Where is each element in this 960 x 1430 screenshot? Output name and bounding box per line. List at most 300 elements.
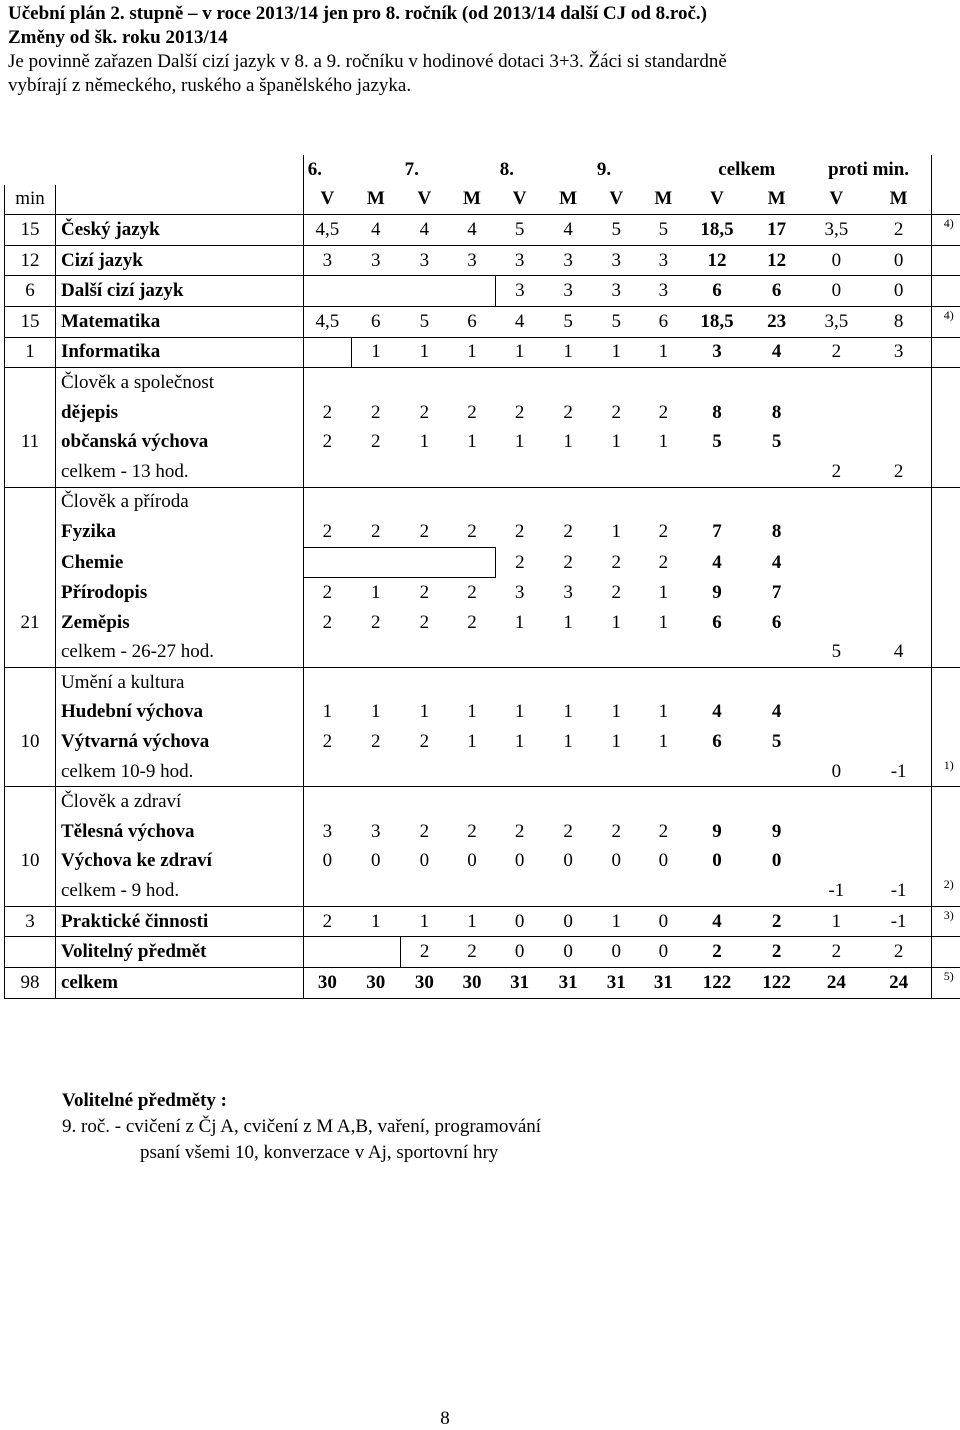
value-cell: 6 — [640, 306, 688, 337]
value-cell: 3 — [496, 578, 544, 608]
vm-label: V — [303, 185, 351, 215]
value-cell: 5 — [806, 638, 866, 668]
value-cell: 2 — [401, 817, 449, 847]
min-label: min — [5, 185, 56, 215]
value-cell: 31 — [543, 968, 593, 999]
table-row — [5, 638, 960, 668]
subject-name: Cizí jazyk — [56, 245, 304, 276]
value-cell: 2 — [448, 937, 496, 968]
value-cell: 0 — [806, 757, 866, 787]
subject-name: celkem - 26-27 hod. — [56, 638, 304, 668]
value-cell: 0 — [496, 847, 544, 877]
table-row — [5, 727, 960, 757]
table-row — [5, 398, 960, 428]
value-cell: 1 — [543, 608, 593, 638]
min-hours: 12 — [5, 245, 56, 276]
value-cell: 0 — [401, 847, 449, 877]
subject-name: celkem — [56, 968, 304, 999]
value-cell: 2 — [543, 398, 593, 428]
value-cell: 5 — [747, 427, 806, 457]
subject-name: Výtvarná výchova — [56, 727, 304, 757]
table-row — [5, 787, 960, 817]
value-cell: 1 — [496, 608, 544, 638]
curriculum-table — [4, 155, 960, 999]
min-hours — [5, 757, 56, 787]
value-cell: 31 — [593, 968, 640, 999]
footnote-marker: 4) — [944, 305, 954, 325]
header-title: Učební plán 2. stupně – v roce 2013/14 jen pro 8. ročník (od 2013/14 další CJ od 8.roč.) — [8, 2, 948, 26]
value-cell: 17 — [747, 215, 806, 246]
value-cell: 2 — [448, 608, 496, 638]
value-cell: 4,5 — [303, 215, 351, 246]
value-cell: 4 — [543, 215, 593, 246]
table-row — [5, 215, 960, 246]
value-cell: 2 — [496, 547, 544, 578]
subject-name: Hudební výchova — [56, 698, 304, 728]
value-cell: 4,5 — [303, 306, 351, 337]
value-cell: 3 — [593, 276, 640, 307]
value-cell: 4 — [448, 215, 496, 246]
value-cell: 1 — [496, 337, 544, 368]
value-cell: 1 — [448, 427, 496, 457]
value-cell: 3 — [351, 817, 401, 847]
subject-name: Výchova ke zdraví — [56, 847, 304, 877]
value-cell: 3 — [543, 578, 593, 608]
value-cell: 0 — [640, 937, 688, 968]
value-cell: 1 — [640, 608, 688, 638]
value-cell: 122 — [747, 968, 806, 999]
min-hours: 11 — [5, 427, 56, 457]
value-cell: 0 — [806, 276, 866, 307]
subject-name: Člověk a zdraví — [56, 787, 304, 817]
subject-name: celkem - 13 hod. — [56, 457, 304, 487]
value-cell: 3 — [593, 245, 640, 276]
subject-name: Český jazyk — [56, 215, 304, 246]
value-cell: 1 — [543, 727, 593, 757]
value-cell: 0 — [593, 937, 640, 968]
vm-label: M — [448, 185, 496, 215]
value-cell: 1 — [593, 517, 640, 547]
min-hours: 98 — [5, 968, 56, 999]
value-cell: 2 — [303, 517, 351, 547]
value-cell: 1 — [401, 337, 449, 368]
table-row — [5, 487, 960, 517]
value-cell: 2 — [593, 547, 640, 578]
page-number: 8 — [0, 1408, 890, 1430]
value-cell: 0 — [496, 937, 544, 968]
value-cell: 2 — [866, 215, 931, 246]
value-cell: 0 — [543, 906, 593, 937]
value-cell: 1 — [593, 906, 640, 937]
min-hours — [5, 668, 56, 698]
value-cell: 1 — [448, 906, 496, 937]
min-hours — [5, 876, 56, 906]
value-cell: 2 — [401, 517, 449, 547]
table-row — [5, 245, 960, 276]
value-cell: 2 — [747, 906, 806, 937]
value-cell: 4 — [496, 306, 544, 337]
value-cell: 1 — [401, 698, 449, 728]
vm-label: V — [687, 185, 747, 215]
value-cell: 2 — [448, 398, 496, 428]
value-cell: 5 — [496, 215, 544, 246]
value-cell: 4 — [687, 698, 747, 728]
subject-name: Fyzika — [56, 517, 304, 547]
value-cell: 2 — [866, 937, 931, 968]
value-cell: 1 — [593, 727, 640, 757]
value-cell: 1 — [640, 578, 688, 608]
value-cell: 6 — [687, 727, 747, 757]
value-cell: 0 — [687, 847, 747, 877]
subject-name: občanská výchova — [56, 427, 304, 457]
value-cell: 2 — [303, 398, 351, 428]
value-cell: 2 — [640, 398, 688, 428]
value-cell: 5 — [543, 306, 593, 337]
value-cell: 1 — [351, 698, 401, 728]
min-hours: 6 — [5, 276, 56, 307]
value-cell: 5 — [401, 306, 449, 337]
electives-section — [62, 1088, 541, 1166]
value-cell: 0 — [640, 906, 688, 937]
value-cell: 2 — [303, 578, 351, 608]
table-row — [5, 668, 960, 698]
value-cell: 2 — [351, 517, 401, 547]
value-cell: 6 — [448, 306, 496, 337]
value-cell: 2 — [351, 727, 401, 757]
subject-name: dějepis — [56, 398, 304, 428]
value-cell: 2 — [303, 427, 351, 457]
table-row — [5, 906, 960, 937]
table-row — [5, 457, 960, 487]
value-cell: 2 — [401, 937, 449, 968]
value-cell: 31 — [640, 968, 688, 999]
min-hours — [5, 787, 56, 817]
value-cell: 3 — [543, 245, 593, 276]
value-cell: 5 — [593, 306, 640, 337]
value-cell: 18,5 — [687, 306, 747, 337]
value-cell: 1 — [593, 427, 640, 457]
value-cell: 12 — [687, 245, 747, 276]
value-cell: 6 — [351, 306, 401, 337]
min-hours — [5, 457, 56, 487]
vm-label: V — [496, 185, 544, 215]
footnote-marker: 4) — [944, 213, 954, 233]
footnote-marker: 3) — [944, 905, 954, 925]
value-cell: 4 — [747, 698, 806, 728]
value-cell: 2 — [687, 937, 747, 968]
value-cell: 4 — [687, 547, 747, 578]
value-cell: 3 — [640, 276, 688, 307]
value-cell: 2 — [401, 398, 449, 428]
value-cell: -1 — [866, 906, 931, 937]
value-cell: 2 — [448, 517, 496, 547]
vm-label: V — [401, 185, 449, 215]
min-hours — [5, 638, 56, 668]
vm-label: M — [747, 185, 806, 215]
table-row — [5, 937, 960, 968]
table-row — [5, 517, 960, 547]
footnote-marker: 1) — [944, 755, 954, 775]
min-hours — [5, 578, 56, 608]
value-cell: 0 — [351, 847, 401, 877]
value-cell: 4 — [747, 547, 806, 578]
min-hours — [5, 487, 56, 517]
vm-label: M — [351, 185, 401, 215]
value-cell: 3 — [866, 337, 931, 368]
value-cell: 0 — [448, 847, 496, 877]
total-header: celkem — [687, 155, 806, 185]
value-cell: 3 — [687, 337, 747, 368]
value-cell: 1 — [448, 337, 496, 368]
value-cell: 3 — [303, 245, 351, 276]
min-hours — [5, 937, 56, 968]
subject-name: celkem 10-9 hod. — [56, 757, 304, 787]
value-cell: 0 — [496, 906, 544, 937]
value-cell: -1 — [806, 876, 866, 906]
vm-label: M — [866, 185, 931, 215]
table-row — [5, 276, 960, 307]
subject-name: Matematika — [56, 306, 304, 337]
value-cell: 2 — [747, 937, 806, 968]
value-cell: 1 — [448, 727, 496, 757]
min-hours: 10 — [5, 727, 56, 757]
value-cell: 3 — [448, 245, 496, 276]
value-cell: 9 — [687, 817, 747, 847]
value-cell: 1 — [543, 427, 593, 457]
value-cell: 2 — [593, 578, 640, 608]
value-cell: 3,5 — [806, 215, 866, 246]
value-cell: 2 — [543, 517, 593, 547]
electives-line-2: psaní všemi 10, konverzace v Aj, sportovní hry — [62, 1140, 541, 1166]
value-cell: 5 — [640, 215, 688, 246]
value-cell: 30 — [303, 968, 351, 999]
value-cell: 1 — [640, 337, 688, 368]
value-cell: 4 — [866, 638, 931, 668]
value-cell: 2 — [303, 906, 351, 937]
value-cell: 3 — [303, 817, 351, 847]
vm-label: M — [640, 185, 688, 215]
table-row — [5, 306, 960, 337]
value-cell: 1 — [303, 698, 351, 728]
value-cell: 1 — [640, 698, 688, 728]
min-hours — [5, 517, 56, 547]
value-cell: 3 — [351, 245, 401, 276]
value-cell: 0 — [747, 847, 806, 877]
subject-name: celkem - 9 hod. — [56, 876, 304, 906]
value-cell: 1 — [351, 578, 401, 608]
value-cell: 0 — [303, 847, 351, 877]
value-cell: 0 — [866, 276, 931, 307]
table-row — [5, 757, 960, 787]
min-hours — [5, 698, 56, 728]
value-cell: 1 — [806, 906, 866, 937]
subject-name: Člověk a společnost — [56, 368, 304, 398]
vm-label: M — [543, 185, 593, 215]
vm-header-row — [5, 185, 960, 215]
year-8-header: 8. — [496, 155, 593, 185]
value-cell: 7 — [687, 517, 747, 547]
value-cell: 1 — [593, 337, 640, 368]
subject-name: Zeměpis — [56, 608, 304, 638]
value-cell: 6 — [687, 276, 747, 307]
value-cell: 2 — [806, 457, 866, 487]
footnote-marker: 5) — [944, 966, 954, 986]
value-cell: 24 — [806, 968, 866, 999]
value-cell: 2 — [593, 817, 640, 847]
min-hours — [5, 817, 56, 847]
value-cell: 1 — [496, 698, 544, 728]
value-cell: 2 — [496, 517, 544, 547]
value-cell: 8 — [866, 306, 931, 337]
value-cell: 23 — [747, 306, 806, 337]
value-cell: 0 — [543, 937, 593, 968]
value-cell: 1 — [496, 727, 544, 757]
min-hours: 3 — [5, 906, 56, 937]
header-text-1: Je povinně zařazen Další cizí jazyk v 8. a 9. ročníku v hodinové dotaci 3+3. Žáci si standardně — [8, 50, 948, 74]
value-cell: 1 — [496, 427, 544, 457]
value-cell: 1 — [640, 727, 688, 757]
subject-name: Informatika — [56, 337, 304, 368]
value-cell: 1 — [543, 698, 593, 728]
value-cell: 5 — [747, 727, 806, 757]
value-cell: 0 — [640, 847, 688, 877]
subject-header-blank — [56, 185, 304, 215]
value-cell: 0 — [806, 245, 866, 276]
value-cell: 2 — [448, 578, 496, 608]
value-cell: 2 — [866, 457, 931, 487]
value-cell: 8 — [747, 398, 806, 428]
value-cell: 2 — [640, 517, 688, 547]
value-cell: 31 — [496, 968, 544, 999]
value-cell: 2 — [543, 817, 593, 847]
value-cell: 30 — [448, 968, 496, 999]
value-cell: 2 — [303, 727, 351, 757]
table-row — [5, 876, 960, 906]
value-cell: 6 — [747, 608, 806, 638]
value-cell: 2 — [401, 608, 449, 638]
value-cell: 2 — [640, 817, 688, 847]
value-cell: 18,5 — [687, 215, 747, 246]
table-row — [5, 968, 960, 999]
value-cell: 0 — [593, 847, 640, 877]
value-cell: 4 — [401, 215, 449, 246]
value-cell: 1 — [401, 906, 449, 937]
value-cell: 2 — [593, 398, 640, 428]
min-hours — [5, 547, 56, 578]
value-cell: 12 — [747, 245, 806, 276]
value-cell: 9 — [687, 578, 747, 608]
table-row — [5, 698, 960, 728]
subject-name: Chemie — [56, 547, 304, 578]
value-cell: -1 — [866, 876, 931, 906]
year-7-header: 7. — [401, 155, 496, 185]
value-cell: 8 — [747, 517, 806, 547]
value-cell: 1 — [448, 698, 496, 728]
value-cell: 2 — [401, 727, 449, 757]
value-cell: 1 — [401, 427, 449, 457]
subject-name: Další cizí jazyk — [56, 276, 304, 307]
table-row — [5, 337, 960, 368]
value-cell: 4 — [351, 215, 401, 246]
table-row — [5, 547, 960, 578]
value-cell: 1 — [543, 337, 593, 368]
table-row — [5, 817, 960, 847]
footnote-marker: 2) — [944, 874, 954, 894]
header-text-2: vybírají z německého, ruského a španělského jazyka. — [8, 74, 948, 98]
min-hours: 15 — [5, 215, 56, 246]
value-cell: 5 — [593, 215, 640, 246]
year-6-header: 6. — [303, 155, 400, 185]
min-hours: 15 — [5, 306, 56, 337]
value-cell: 1 — [640, 427, 688, 457]
subject-name: Tělesná výchova — [56, 817, 304, 847]
value-cell: 3 — [401, 245, 449, 276]
value-cell: 2 — [806, 337, 866, 368]
value-cell: 1 — [351, 337, 401, 368]
subject-name: Umění a kultura — [56, 668, 304, 698]
min-hours — [5, 368, 56, 398]
value-cell: -1 — [866, 757, 931, 787]
value-cell: 24 — [866, 968, 931, 999]
value-cell: 5 — [687, 427, 747, 457]
value-cell: 2 — [496, 817, 544, 847]
subject-name: Volitelný předmět — [56, 937, 304, 968]
value-cell: 9 — [747, 817, 806, 847]
table-row — [5, 578, 960, 608]
table-row — [5, 608, 960, 638]
value-cell: 2 — [496, 398, 544, 428]
value-cell: 1 — [351, 906, 401, 937]
value-cell: 3 — [496, 276, 544, 307]
value-cell: 4 — [687, 906, 747, 937]
value-cell: 3 — [543, 276, 593, 307]
year-header-row — [5, 155, 960, 185]
value-cell: 3 — [496, 245, 544, 276]
vm-label: V — [806, 185, 866, 215]
electives-line-1: 9. roč. - cvičení z Čj A, cvičení z M A,B, vaření, programování — [62, 1114, 541, 1140]
value-cell: 2 — [351, 427, 401, 457]
subject-name: Praktické činnosti — [56, 906, 304, 937]
value-cell: 2 — [448, 817, 496, 847]
value-cell: 2 — [401, 578, 449, 608]
year-9-header: 9. — [593, 155, 687, 185]
value-cell: 2 — [351, 608, 401, 638]
value-cell: 7 — [747, 578, 806, 608]
page-header — [8, 2, 948, 98]
value-cell: 2 — [303, 608, 351, 638]
table-row — [5, 368, 960, 398]
value-cell: 8 — [687, 398, 747, 428]
header-changes: Změny od šk. roku 2013/14 — [8, 26, 948, 50]
min-hours — [5, 398, 56, 428]
value-cell: 2 — [351, 398, 401, 428]
value-cell: 4 — [747, 337, 806, 368]
min-hours: 10 — [5, 847, 56, 877]
table-row — [5, 847, 960, 877]
min-hours: 1 — [5, 337, 56, 368]
value-cell: 0 — [866, 245, 931, 276]
value-cell: 30 — [351, 968, 401, 999]
value-cell: 3 — [640, 245, 688, 276]
subject-name: Člověk a příroda — [56, 487, 304, 517]
subject-name: Přírodopis — [56, 578, 304, 608]
value-cell: 1 — [593, 608, 640, 638]
value-cell: 6 — [747, 276, 806, 307]
value-cell: 2 — [806, 937, 866, 968]
vs-min-header: proti min. — [806, 155, 931, 185]
vm-label: V — [593, 185, 640, 215]
value-cell: 30 — [401, 968, 449, 999]
